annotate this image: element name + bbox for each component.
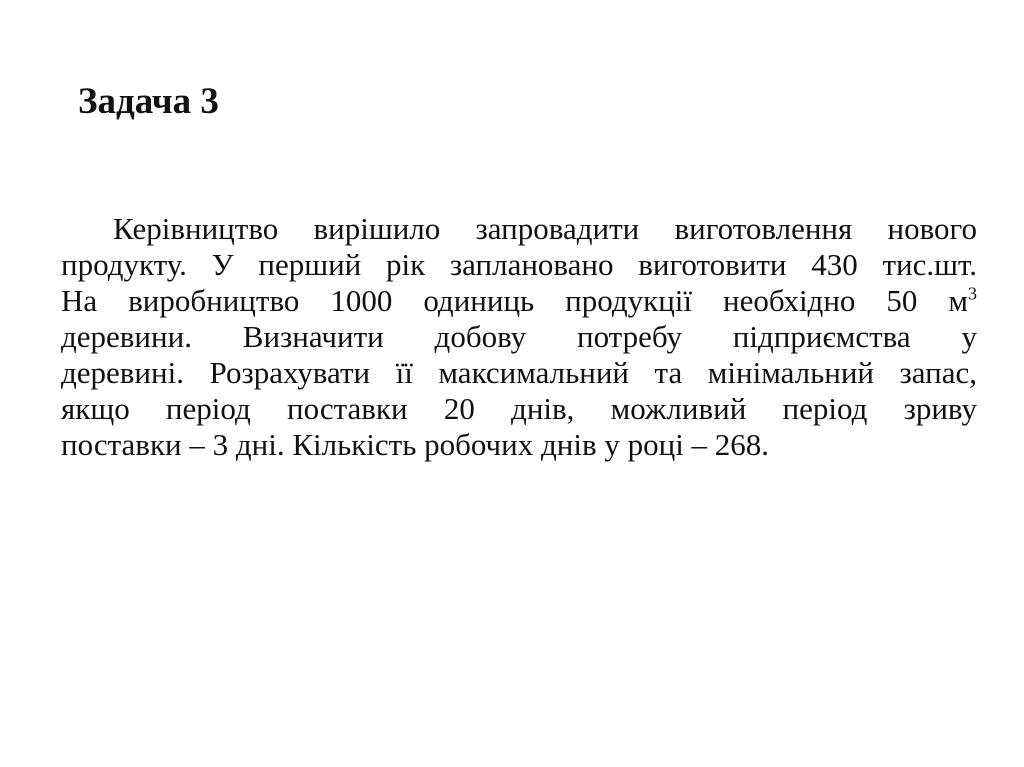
- problem-text: [61, 211, 977, 463]
- text-line: продукту. У перший рік заплановано виготовити 430 тис.шт.: [61, 247, 977, 282]
- cubic-superscript: 3: [968, 283, 977, 304]
- text-line: якщо період поставки 20 днів, можливий період зриву: [61, 391, 977, 426]
- slide-title: Задача 3: [78, 81, 219, 122]
- text-line-with-unit: [61, 283, 977, 319]
- text-line: деревини. Визначити добову потребу підприємства у: [61, 319, 977, 354]
- text-line: Керівництво вирішило запровадити виготовлення нового: [113, 211, 977, 246]
- text-line: поставки – 3 дні. Кількість робочих днів у році – 268.: [61, 427, 770, 462]
- text-line: На виробництво 1000 одиниць продукції необхідно 50 м: [61, 283, 968, 318]
- text-line: деревині. Розрахувати її максимальний та мінімальний запас,: [61, 355, 977, 390]
